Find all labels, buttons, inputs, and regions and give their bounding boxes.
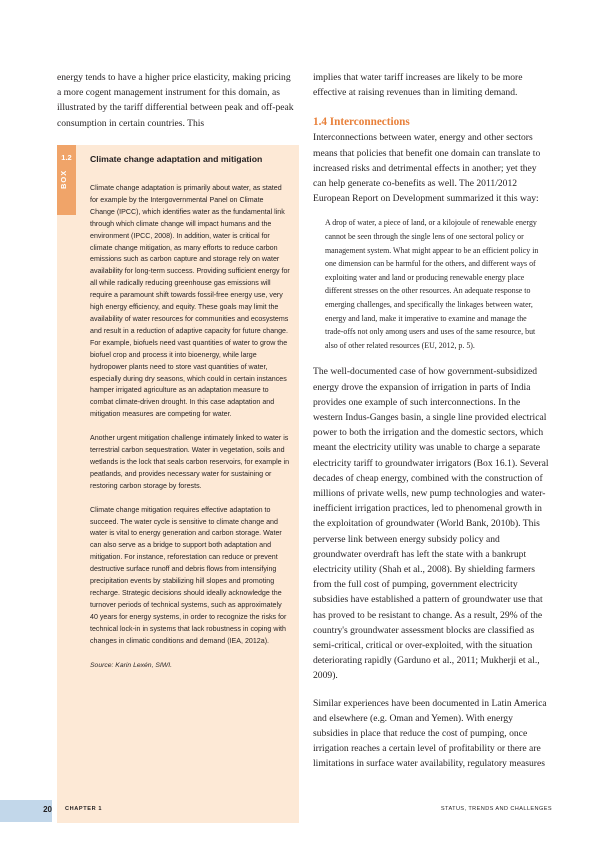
box-paragraph-3: Climate change mitigation requires effective adaptation to succeed. The water cycle is sensitive to climate change and water is vital to energy generation and carbon storage. Water can also serve as a bridge to support both adaptation and mitigation. For instance, reforestation can reduce or prevent destructive surface runoff and debris flows from intensifying precipitation events by stabilizing hill slopes and promoting recharge. Strategic decisions should ideally acknowledge the turnover periods of technical systems, such as approximately 40 years for energy systems, in order to recognize the risks for technical lock-in in systems that lack robustness in coping with changes in climatic conditions and demand (IEA, 2012a). <box>90 505 287 645</box>
section-heading: 1.4 Interconnections <box>313 116 410 129</box>
chapter-label: CHAPTER 1 <box>65 806 103 812</box>
box-paragraph-2: Another urgent mitigation challenge intimately linked to water is terrestrial carbon sequestration. Water in vegetation, soils and wetlands is the lock that seals carbon reservoirs, for example in peatlands, and provides necessary water for sustaining or restoring carbon storage by forests. <box>90 434 290 490</box>
block-quote: A drop of water, a piece of land, or a kilojoule of renewable energy cannot be seen through the single lens of one sectoral policy or management system. What might appear to be an efficient policy in one dimension can be harmful for the others, and different ways of exploiting water and land or producing renewable energy place different stresses on the other resources. An adequate response to emerging challenges, and specifically the linkages between water, energy and land, make it imperative to examine and manage the trade-offs not only among users and uses of the same resource, but also of other related resources (EU, 2012, p. 5). <box>325 218 539 350</box>
box-body <box>90 183 290 683</box>
box-label-strip <box>57 145 76 215</box>
left-intro-paragraph: energy tends to have a higher price elasticity, making pricing a more cogent management instrument for this domain, as illustrated by the tariff differential between peak and off-peak consumption in certain countries. This <box>57 72 294 129</box>
box-paragraph-1: Climate change adaptation is primarily about water, as stated for example by the Intergovernmental Panel on Climate Change (IPCC), which identifies water as the fundamental link through which climate change will impact humans and the environment (IPCC, 2008). In addition, water is critical for climate change mitigation, as many efforts to reduce carbon emissions such as carbon capture and storage rely on water availability for long-term success. Providing sufficient energy for all while radically reducing greenhouse gas emissions will require a paramount shift towards fossil-free energy use, very high energy efficiency, and equity. These goals may limit the availability of water resources for communities and ecosystems and result in a reduction of adaptive capacity for future change. For example, biofuels need vast quantities of water to grow the biofuel crop and process it into bioenergy, while large hydropower plants need to store vast quantities of water, especially during dry seasons, which could in certain instances hamper irrigated agriculture as an adaptation measure to combat climate-driven drought. In this case adaptation and mitigation measures are competing for water. <box>90 184 290 419</box>
climate-change-box <box>57 145 299 823</box>
right-column <box>313 70 549 772</box>
box-number: 1.2 <box>61 153 72 162</box>
latin-america-paragraph: Similar experiences have been documented in Latin America and elsewhere (e.g. Oman and Yemen). With energy subsidies in place that reduce the cost of pumping, once irrigation reaches a certain level of profitability or there are limitations in surface water availability, regulatory measures <box>313 697 547 770</box>
box-label: BOX <box>59 169 68 189</box>
right-intro-paragraph: implies that water tariff increases are likely to be more effective at raising revenues than in limiting demand. <box>313 72 523 99</box>
box-title: Climate change adaptation and mitigation <box>90 154 263 164</box>
india-case-paragraph: The well-documented case of how government-subsidized energy drove the expansion of irrigation in parts of India provides one example of such interconnections. In the western Indus-Ganges basin, a single line provided electrical power to both the irrigation and the domestic sectors, which meant the electricity utility was unable to charge a separate electricity tariff to groundwater irrigators (Box 16.1). Several decades of cheap energy, combined with the construction of millions of private wells, new pump technologies and water-inefficient irrigation practices, led to phenomenal growth in the exploitation of groundwater (World Bank, 2010b). This perverse link between energy subsidy policy and groundwater overdraft has left the state with a bankrupt electricity utility (Shah et al., 2008). By shielding farmers from the full cost of pumping, government electricity subsidies have established a pattern of groundwater use that has proved to be resistant to change. As a result, 29% of the country's groundwater assessment blocks are classified as semi-critical, critical or over-exploited, with the situation deteriorating rapidly (Garduno et al., 2011; Mukherji et al., 2009). <box>313 366 549 682</box>
page-number: 20 <box>43 805 52 814</box>
interconnections-paragraph: Interconnections between water, energy and other sectors means that policies that benefit one domain can translate to increased risks and detrimental effects in another; yet they can help generate co-benefits as well. The 2011/2012 European Report on Development summarized it this way: <box>313 132 541 205</box>
running-title: STATUS, TRENDS AND CHALLENGES <box>440 806 552 812</box>
box-source: Source: Karin Lexén, SIWI. <box>90 661 172 669</box>
